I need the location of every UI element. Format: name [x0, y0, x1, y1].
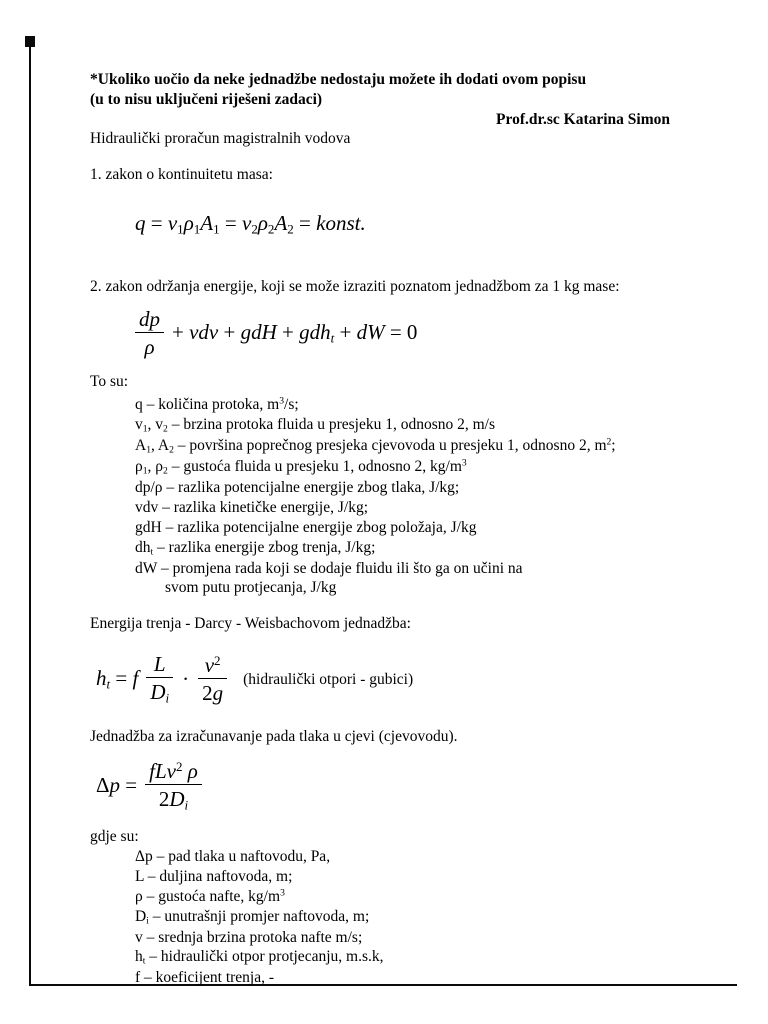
- definition-v-oil: v – srednja brzina protoka nafte m/s;: [135, 928, 363, 946]
- scan-border-left: [29, 47, 31, 986]
- definition-v: v1, v2 – brzina protoka fluida u presjeku 1, odnosno 2, m/s: [135, 416, 496, 435]
- definitions-energy-list: [90, 395, 670, 598]
- fraction-denominator: 2Di: [158, 786, 189, 813]
- equation-energy-rest: + vdv + gdH + gdht + dW = 0: [172, 320, 418, 346]
- fraction-L-over-Di: [146, 652, 173, 707]
- definition-gdH: gdH – razlika potencijalne energije zbog položaja, J/kg: [135, 518, 477, 536]
- fraction-numerator: L: [146, 652, 173, 678]
- notice-line-2: (u to nisu uključeni riješeni zadaci): [90, 90, 323, 108]
- definition-dW: dW – promjena rada koji se dodaje fluidu ili što ga on učini na: [135, 559, 523, 577]
- fraction-flv2rho-over-2Di: [145, 759, 202, 814]
- darcy-heading: Energija trenja - Darcy - Weisbachovom jednadžba:: [90, 615, 411, 633]
- notice-line-1: *Ukoliko uočio da neke jednadžbe nedostaju možete ih dodati ovom popisu: [90, 71, 587, 88]
- definition-dht: dht – razlika energije zbog trenja, J/kg;: [135, 538, 376, 558]
- pressure-heading: Jednadžba za izračunavanje pada tlaka u cjevi (cjevovodu).: [90, 727, 458, 745]
- definition-rho: ρ1, ρ2 – gustoća fluida u presjeku 1, odnosno 2, $kg/m^3$: [135, 457, 467, 477]
- fraction-denominator: 2g: [202, 681, 224, 706]
- document-content: [90, 70, 670, 988]
- definition-dW-continuation: svom putu protjecanja, J/kg: [165, 579, 337, 597]
- definition-A: A1, A2 – površina poprečnog presjeka cjevovoda u presjeku 1, odnosno 2, $m^2$;: [135, 436, 616, 456]
- fraction-v2-over-2g: [198, 653, 227, 705]
- definition-q: q – količina protoka, $m^3/s$;: [135, 396, 299, 414]
- gdje-su-label: gdje su:: [90, 828, 139, 846]
- fraction-dp-over-rho: [135, 307, 164, 359]
- fraction-denominator: Di: [150, 680, 170, 706]
- equation-continuity: [135, 211, 670, 237]
- multiplication-dot: ·: [182, 666, 190, 691]
- definition-ht: ht – hidraulički otpor protjecanju, m.s.k,: [135, 948, 384, 968]
- fraction-denominator: ρ: [144, 335, 155, 360]
- equation-darcy-lhs: ht = f: [96, 666, 139, 692]
- equation-darcy-note: (hidraulički otpori - gubici): [243, 670, 414, 688]
- author-line: Prof.dr.sc Katarina Simon: [496, 110, 670, 128]
- definitions-pressure-list: [90, 847, 670, 988]
- law2-heading: 2. zakon održanja energije, koji se može izraziti poznatom jednadžbom za 1 kg mase:: [90, 278, 620, 296]
- definition-f: f – koeficijent trenja, -: [135, 969, 275, 987]
- equation-pressure-drop: [96, 759, 670, 814]
- law1-heading: 1. zakon o kontinuitetu masa:: [90, 166, 273, 184]
- equation-energy: [135, 307, 670, 359]
- definition-Di: Di – unutrašnji promjer naftovoda, m;: [135, 907, 370, 927]
- equation-continuity-body: q = v1ρ1A1 = v2ρ2A2 = konst.: [135, 211, 366, 237]
- definition-L: L – duljina naftovoda, m;: [135, 868, 293, 886]
- scan-mark-top-left: [25, 36, 35, 47]
- equation-pressure-lhs: Δp =: [96, 773, 138, 798]
- fraction-numerator: $v^2$: [198, 653, 227, 679]
- fraction-numerator: fLv$^2$ ρ: [145, 759, 202, 785]
- definition-dp-rho: dp/ρ – razlika potencijalne energije zbog tlaka, J/kg;: [135, 479, 460, 497]
- fraction-numerator: dp: [135, 307, 164, 333]
- to-su-label: To su:: [90, 372, 129, 390]
- definition-rho-oil: ρ – gustoća nafte, $kg/m^3$: [135, 887, 285, 905]
- definition-delta-p: Δp – pad tlaka u naftovodu, Pa,: [135, 848, 331, 866]
- definition-vdv: vdv – razlika kinetičke energije, J/kg;: [135, 498, 368, 516]
- document-subtitle: Hidraulički proračun magistralnih vodova: [90, 130, 351, 148]
- equation-darcy: [96, 652, 670, 707]
